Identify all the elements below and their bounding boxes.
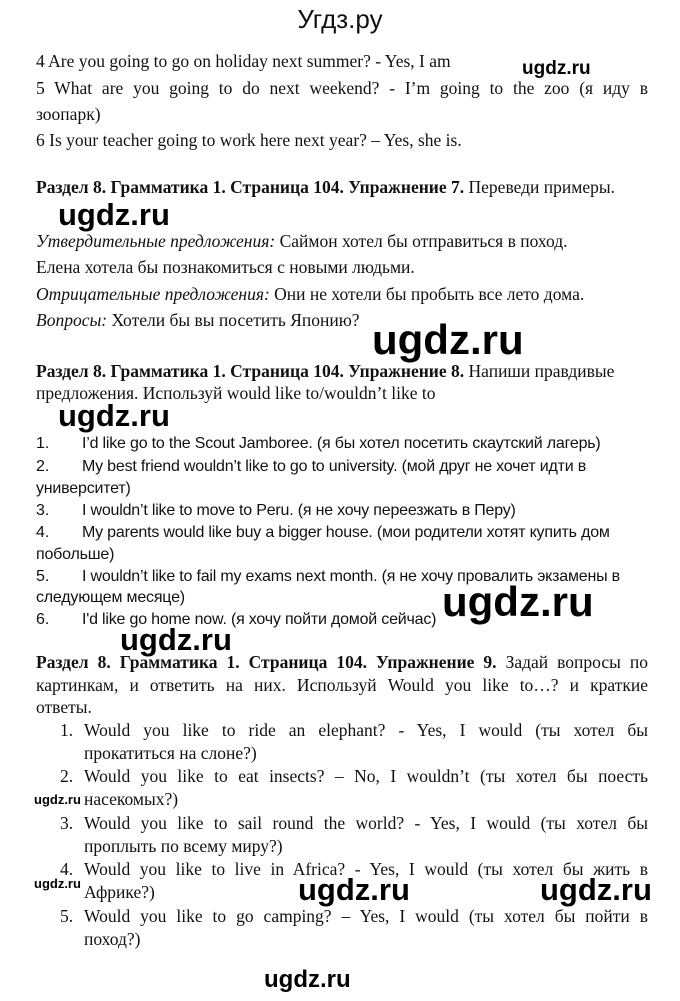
list-item: I wouldn’t like to fail my exams next month. (я не хочу провалить экзамены в	[82, 568, 620, 585]
list-item-number: 3.	[60, 813, 74, 833]
answer-line-5-cont: зоопарк)	[36, 104, 101, 124]
list-item-number: 6.	[36, 611, 50, 628]
list-item-cont: университет)	[36, 480, 131, 497]
watermark: ugdz.ru	[372, 316, 524, 363]
watermark: ugdz.ru	[298, 872, 410, 907]
watermark: ugdz.ru	[264, 966, 351, 993]
list-item-cont: насекомых?)	[84, 789, 179, 809]
question-text: Хотели бы вы посетить Японию?	[107, 310, 360, 330]
list-item-cont: побольше)	[36, 546, 115, 563]
list-item-number: 3.	[36, 502, 50, 519]
exercise-8-heading	[36, 361, 614, 382]
list-item: My best friend wouldn’t like to go to university. (мой друг не хочет идти в	[82, 458, 587, 475]
list-item-number: 5.	[36, 568, 50, 585]
list-item: Would you like to go camping? – Yes, I would (ты хотел бы пойти в	[84, 906, 648, 926]
question-label: Вопросы:	[36, 310, 108, 330]
list-item-number: 5.	[60, 906, 74, 926]
list-item: Would you like to ride an elephant? - Yes, I would (ты хотел бы	[84, 720, 648, 740]
watermark: ugdz.ru	[58, 197, 170, 232]
exercise-8-heading-bold: Раздел 8. Грамматика 1. Страница 104. Упражнение 8.	[36, 361, 465, 381]
list-item-number: 2.	[36, 458, 50, 475]
answer-line-6: 6 Is your teacher going to work here next year? – Yes, she is.	[36, 130, 462, 150]
exercise-9-heading-line-3: ответы.	[36, 697, 92, 717]
watermark: ugdz.ru	[522, 58, 591, 79]
list-item: Would you like to live in Africa? - Yes, I would (ты хотел бы жить в	[84, 859, 648, 879]
list-item: I wouldn’t like to move to Peru. (я не хочу переезжать в Перу)	[82, 502, 516, 519]
watermark: ugdz.ru	[442, 578, 594, 625]
affirmative-line	[36, 231, 568, 252]
list-item-cont: поход?)	[84, 929, 141, 949]
watermark: ugdz.ru	[34, 876, 81, 891]
list-item: Would you like to sail round the world? - Yes, I would (ты хотел бы	[84, 813, 648, 833]
list-item: Would you like to eat insects? – No, I wouldn’t (ты хотел бы поесть	[84, 766, 648, 786]
list-item-number: 1.	[60, 720, 74, 740]
list-item-cont: Африке?)	[84, 882, 155, 902]
watermark: ugdz.ru	[34, 792, 81, 807]
answer-line-5: 5 What are you going to do next weekend? - I’m going to the zoo (я иду в	[36, 78, 648, 98]
exercise-7-heading-bold: Раздел 8. Грамматика 1. Страница 104. Упражнение 7.	[36, 177, 465, 197]
affirmative-label: Утвердительные предложения:	[36, 231, 276, 251]
exercise-9-heading-line-2: картинкам, и ответить на них. Используй Would you like to…? и краткие	[36, 675, 648, 695]
negative-label: Отрицательные предложения:	[36, 284, 270, 304]
watermark: ugdz.ru	[58, 398, 170, 433]
answer-line-4: 4 Are you going to go on holiday next summer? - Yes, I am	[36, 51, 451, 71]
negative-line	[36, 284, 584, 305]
exercise-9-heading-bold: Раздел 8. Грамматика 1. Страница 104. Упражнение 9.	[36, 652, 497, 672]
list-item-cont: прокатиться на слоне?)	[84, 743, 257, 763]
list-item: I'd like go home now. (я хочу пойти домой сейчас)	[82, 611, 437, 628]
watermark: ugdz.ru	[120, 622, 232, 657]
affirmative-text: Саймон хотел бы отправиться в поход.	[275, 231, 568, 251]
negative-text: Они не хотели бы пробыть все лето дома.	[269, 284, 585, 304]
list-item-cont: проплыть по всему миру?)	[84, 836, 283, 856]
watermark: ugdz.ru	[540, 872, 652, 907]
site-title: Угдз.ру	[297, 4, 383, 34]
affirmative-line-2: Елена хотела бы познакомиться с новыми людьми.	[36, 257, 415, 277]
question-line	[36, 310, 360, 331]
list-item: I’d like go to the Scout Jamboree. (я бы хотел посетить скаутский лагерь)	[82, 435, 601, 452]
list-item-number: 4.	[36, 524, 50, 541]
exercise-9-heading-rest: Задай вопросы по	[496, 652, 648, 672]
list-item: My parents would like buy a bigger house. (мои родители хотят купить дом	[82, 524, 610, 541]
exercise-7-heading-rest: Переведи примеры.	[464, 177, 615, 197]
list-item-number: 4.	[60, 859, 74, 879]
exercise-7-heading	[36, 177, 615, 198]
exercise-8-heading-rest: Напиши правдивые	[464, 361, 615, 381]
exercise-8-heading-line-2: предложения. Используй would like to/wouldn’t like to	[36, 383, 436, 403]
list-item-number: 2.	[60, 766, 74, 786]
list-item-cont: следующем месяце)	[36, 589, 185, 606]
list-item-number: 1.	[36, 435, 50, 452]
